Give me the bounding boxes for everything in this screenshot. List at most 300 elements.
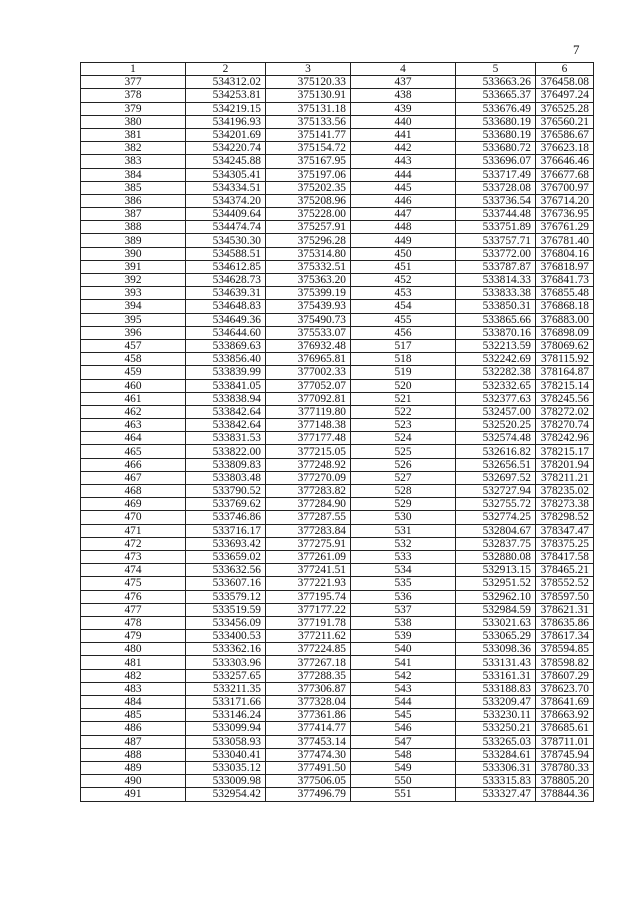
table-row xyxy=(81,234,594,247)
table-row xyxy=(81,511,594,524)
point-number-cell: 519 xyxy=(351,366,456,379)
coordinate-cell: 533188.83 xyxy=(456,682,536,695)
coordinate-cell: 534628.73 xyxy=(186,274,266,287)
coordinate-cell: 532457.00 xyxy=(456,405,536,418)
point-number-cell: 451 xyxy=(351,260,456,273)
point-number-cell: 540 xyxy=(351,643,456,656)
coordinate-cell: 378711.01 xyxy=(536,735,594,748)
coordinate-cell: 533856.40 xyxy=(186,353,266,366)
point-number-cell: 520 xyxy=(351,379,456,392)
table-row xyxy=(81,656,594,669)
coordinate-cell: 375399.19 xyxy=(266,287,351,300)
point-number-cell: 483 xyxy=(81,682,186,695)
table-row xyxy=(81,142,594,155)
table-row xyxy=(81,788,594,801)
point-number-cell: 481 xyxy=(81,656,186,669)
coordinate-cell: 376714.20 xyxy=(536,194,594,207)
coordinate-cell: 533663.26 xyxy=(456,76,536,89)
point-number-cell: 547 xyxy=(351,735,456,748)
point-number-cell: 529 xyxy=(351,498,456,511)
table-row xyxy=(81,287,594,300)
coordinate-cell: 533833.38 xyxy=(456,287,536,300)
point-number-cell: 487 xyxy=(81,735,186,748)
coordinate-cell: 533839.99 xyxy=(186,366,266,379)
table-row xyxy=(81,102,594,115)
point-number-cell: 474 xyxy=(81,564,186,577)
coordinate-cell: 375363.20 xyxy=(266,274,351,287)
coordinate-cell: 533717.49 xyxy=(456,168,536,181)
table-row xyxy=(81,590,594,603)
coordinate-cell: 533009.98 xyxy=(186,775,266,788)
coordinate-cell: 533842.64 xyxy=(186,405,266,418)
point-number-cell: 521 xyxy=(351,392,456,405)
coordinate-cell: 377224.85 xyxy=(266,643,351,656)
coordinates-table xyxy=(80,62,594,802)
coordinate-cell: 533736.54 xyxy=(456,194,536,207)
table-row xyxy=(81,128,594,141)
coordinate-cell: 532697.52 xyxy=(456,471,536,484)
table-row xyxy=(81,168,594,181)
table-row xyxy=(81,181,594,194)
point-number-cell: 381 xyxy=(81,128,186,141)
coordinate-cell: 532755.72 xyxy=(456,498,536,511)
table-row xyxy=(81,300,594,313)
coordinate-cell: 533822.00 xyxy=(186,445,266,458)
table-row xyxy=(81,696,594,709)
coordinate-cell: 533209.47 xyxy=(456,696,536,709)
coordinate-cell: 375533.07 xyxy=(266,326,351,339)
point-number-cell: 385 xyxy=(81,181,186,194)
coordinate-cell: 377002.33 xyxy=(266,366,351,379)
table-row xyxy=(81,353,594,366)
coordinate-cell: 375167.95 xyxy=(266,155,351,168)
coordinate-cell: 376736.95 xyxy=(536,208,594,221)
coordinate-cell: 378201.94 xyxy=(536,458,594,471)
point-number-cell: 541 xyxy=(351,656,456,669)
point-number-cell: 531 xyxy=(351,524,456,537)
coordinate-cell: 377414.77 xyxy=(266,722,351,735)
coordinate-cell: 375314.80 xyxy=(266,247,351,260)
point-number-cell: 524 xyxy=(351,432,456,445)
point-number-cell: 463 xyxy=(81,419,186,432)
point-number-cell: 526 xyxy=(351,458,456,471)
coordinate-cell: 534639.31 xyxy=(186,287,266,300)
coordinate-cell: 377052.07 xyxy=(266,379,351,392)
coordinate-cell: 533250.21 xyxy=(456,722,536,735)
coordinate-cell: 378623.70 xyxy=(536,682,594,695)
table-row xyxy=(81,682,594,695)
coordinate-cell: 377306.87 xyxy=(266,682,351,695)
point-number-cell: 439 xyxy=(351,102,456,115)
point-number-cell: 454 xyxy=(351,300,456,313)
coordinate-cell: 532951.52 xyxy=(456,577,536,590)
coordinate-cell: 378417.58 xyxy=(536,550,594,563)
point-number-cell: 485 xyxy=(81,709,186,722)
coordinate-cell: 375257.91 xyxy=(266,221,351,234)
coordinate-cell: 378270.74 xyxy=(536,419,594,432)
table-row xyxy=(81,722,594,735)
point-number-cell: 392 xyxy=(81,274,186,287)
column-header: 4 xyxy=(351,63,456,76)
coordinate-cell: 532332.65 xyxy=(456,379,536,392)
coordinate-cell: 378641.69 xyxy=(536,696,594,709)
coordinate-cell: 377248.92 xyxy=(266,458,351,471)
coordinate-cell: 534220.74 xyxy=(186,142,266,155)
coordinate-cell: 378215.14 xyxy=(536,379,594,392)
coordinate-cell: 533787.87 xyxy=(456,260,536,273)
point-number-cell: 471 xyxy=(81,524,186,537)
point-number-cell: 447 xyxy=(351,208,456,221)
point-number-cell: 480 xyxy=(81,643,186,656)
coordinate-cell: 377191.78 xyxy=(266,616,351,629)
coordinate-cell: 375130.91 xyxy=(266,89,351,102)
coordinate-cell: 533306.31 xyxy=(456,761,536,774)
coordinate-cell: 376898.09 xyxy=(536,326,594,339)
coordinate-cell: 534253.81 xyxy=(186,89,266,102)
coordinate-cell: 532774.25 xyxy=(456,511,536,524)
coordinate-cell: 375197.06 xyxy=(266,168,351,181)
table-row xyxy=(81,115,594,128)
coordinate-cell: 377148.38 xyxy=(266,419,351,432)
point-number-cell: 387 xyxy=(81,208,186,221)
coordinate-cell: 378069.62 xyxy=(536,339,594,352)
point-number-cell: 475 xyxy=(81,577,186,590)
coordinate-cell: 377195.74 xyxy=(266,590,351,603)
table-row xyxy=(81,630,594,643)
page-number: 7 xyxy=(573,42,580,57)
coordinate-cell: 532377.63 xyxy=(456,392,536,405)
coordinate-cell: 533693.42 xyxy=(186,537,266,550)
table-row xyxy=(81,76,594,89)
point-number-cell: 396 xyxy=(81,326,186,339)
table-row xyxy=(81,221,594,234)
point-number-cell: 476 xyxy=(81,590,186,603)
coordinate-cell: 376804.16 xyxy=(536,247,594,260)
coordinate-cell: 376646.46 xyxy=(536,155,594,168)
point-number-cell: 522 xyxy=(351,405,456,418)
point-number-cell: 441 xyxy=(351,128,456,141)
point-number-cell: 477 xyxy=(81,603,186,616)
coordinate-cell: 533838.94 xyxy=(186,392,266,405)
coordinate-cell: 533284.61 xyxy=(456,748,536,761)
coordinate-cell: 533146.24 xyxy=(186,709,266,722)
coordinate-cell: 376677.68 xyxy=(536,168,594,181)
point-number-cell: 442 xyxy=(351,142,456,155)
point-number-cell: 452 xyxy=(351,274,456,287)
table-row xyxy=(81,419,594,432)
point-number-cell: 535 xyxy=(351,577,456,590)
coordinate-cell: 533303.96 xyxy=(186,656,266,669)
coordinate-cell: 378115.92 xyxy=(536,353,594,366)
point-number-cell: 537 xyxy=(351,603,456,616)
table-row xyxy=(81,379,594,392)
coordinate-cell: 375296.28 xyxy=(266,234,351,247)
coordinate-cell: 378607.29 xyxy=(536,669,594,682)
coordinate-cell: 378598.82 xyxy=(536,656,594,669)
coordinate-cell: 533870.16 xyxy=(456,326,536,339)
coordinate-cell: 533850.31 xyxy=(456,300,536,313)
point-number-cell: 453 xyxy=(351,287,456,300)
coordinate-cell: 377328.04 xyxy=(266,696,351,709)
coordinate-cell: 377506.05 xyxy=(266,775,351,788)
coordinate-cell: 378465.21 xyxy=(536,564,594,577)
coordinate-cell: 533769.62 xyxy=(186,498,266,511)
point-number-cell: 530 xyxy=(351,511,456,524)
coordinate-cell: 378594.85 xyxy=(536,643,594,656)
point-number-cell: 379 xyxy=(81,102,186,115)
table-row xyxy=(81,208,594,221)
coordinate-cell: 378211.21 xyxy=(536,471,594,484)
coordinate-cell: 534312.02 xyxy=(186,76,266,89)
coordinate-cell: 375490.73 xyxy=(266,313,351,326)
coordinate-cell: 377275.91 xyxy=(266,537,351,550)
coordinate-cell: 533035.12 xyxy=(186,761,266,774)
coordinate-cell: 377270.09 xyxy=(266,471,351,484)
point-number-cell: 467 xyxy=(81,471,186,484)
coordinate-cell: 533790.52 xyxy=(186,485,266,498)
table-row xyxy=(81,326,594,339)
coordinate-cell: 533842.64 xyxy=(186,419,266,432)
point-number-cell: 544 xyxy=(351,696,456,709)
coordinate-cell: 377211.62 xyxy=(266,630,351,643)
coordinate-cell: 533696.07 xyxy=(456,155,536,168)
coordinate-cell: 532962.10 xyxy=(456,590,536,603)
coordinate-cell: 378635.86 xyxy=(536,616,594,629)
coordinate-cell: 377267.18 xyxy=(266,656,351,669)
coordinate-cell: 534201.69 xyxy=(186,128,266,141)
point-number-cell: 533 xyxy=(351,550,456,563)
point-number-cell: 491 xyxy=(81,788,186,801)
coordinate-cell: 532574.48 xyxy=(456,432,536,445)
point-number-cell: 391 xyxy=(81,260,186,273)
coordinate-cell: 376761.29 xyxy=(536,221,594,234)
point-number-cell: 466 xyxy=(81,458,186,471)
coordinate-cell: 533716.17 xyxy=(186,524,266,537)
coordinate-cell: 533400.53 xyxy=(186,630,266,643)
coordinate-cell: 377283.84 xyxy=(266,524,351,537)
coordinate-cell: 378805.20 xyxy=(536,775,594,788)
table-row xyxy=(81,524,594,537)
coordinate-cell: 375202.35 xyxy=(266,181,351,194)
coordinate-cell: 375154.72 xyxy=(266,142,351,155)
coordinate-cell: 534409.64 xyxy=(186,208,266,221)
point-number-cell: 470 xyxy=(81,511,186,524)
point-number-cell: 518 xyxy=(351,353,456,366)
coordinate-cell: 378597.50 xyxy=(536,590,594,603)
point-number-cell: 460 xyxy=(81,379,186,392)
coordinate-cell: 533131.43 xyxy=(456,656,536,669)
coordinate-cell: 375120.33 xyxy=(266,76,351,89)
coordinate-cell: 534334.51 xyxy=(186,181,266,194)
coordinate-cell: 378242.96 xyxy=(536,432,594,445)
coordinate-cell: 533098.36 xyxy=(456,643,536,656)
coordinate-cell: 532616.82 xyxy=(456,445,536,458)
coordinate-cell: 376497.24 xyxy=(536,89,594,102)
coordinate-cell: 533230.11 xyxy=(456,709,536,722)
coordinate-cell: 534530.30 xyxy=(186,234,266,247)
point-number-cell: 468 xyxy=(81,485,186,498)
point-number-cell: 438 xyxy=(351,89,456,102)
table-row xyxy=(81,392,594,405)
table-row xyxy=(81,643,594,656)
point-number-cell: 444 xyxy=(351,168,456,181)
coordinate-cell: 378617.34 xyxy=(536,630,594,643)
coordinate-cell: 533746.86 xyxy=(186,511,266,524)
coordinate-cell: 533841.05 xyxy=(186,379,266,392)
coordinate-cell: 533831.53 xyxy=(186,432,266,445)
point-number-cell: 532 xyxy=(351,537,456,550)
coordinate-cell: 534649.36 xyxy=(186,313,266,326)
coordinate-cell: 378273.38 xyxy=(536,498,594,511)
point-number-cell: 456 xyxy=(351,326,456,339)
table-row xyxy=(81,89,594,102)
coordinate-cell: 377496.79 xyxy=(266,788,351,801)
coordinate-cell: 377221.93 xyxy=(266,577,351,590)
point-number-cell: 462 xyxy=(81,405,186,418)
coordinate-cell: 377241.51 xyxy=(266,564,351,577)
table-row xyxy=(81,274,594,287)
table-header-row xyxy=(81,63,594,76)
table-row xyxy=(81,735,594,748)
table-row xyxy=(81,366,594,379)
point-number-cell: 449 xyxy=(351,234,456,247)
point-number-cell: 482 xyxy=(81,669,186,682)
coordinate-cell: 533519.59 xyxy=(186,603,266,616)
coordinate-cell: 533211.35 xyxy=(186,682,266,695)
coordinate-cell: 375133.56 xyxy=(266,115,351,128)
coordinate-cell: 377092.81 xyxy=(266,392,351,405)
coordinate-cell: 532880.08 xyxy=(456,550,536,563)
coordinate-cell: 375439.93 xyxy=(266,300,351,313)
coordinate-cell: 533665.37 xyxy=(456,89,536,102)
point-number-cell: 525 xyxy=(351,445,456,458)
coordinate-cell: 377361.86 xyxy=(266,709,351,722)
point-number-cell: 528 xyxy=(351,485,456,498)
coordinate-cell: 534196.93 xyxy=(186,115,266,128)
coordinate-cell: 377453.14 xyxy=(266,735,351,748)
table-row xyxy=(81,498,594,511)
point-number-cell: 393 xyxy=(81,287,186,300)
coordinate-cell: 532282.38 xyxy=(456,366,536,379)
coordinate-cell: 377177.48 xyxy=(266,432,351,445)
coordinate-cell: 378164.87 xyxy=(536,366,594,379)
point-number-cell: 384 xyxy=(81,168,186,181)
coordinate-cell: 377287.55 xyxy=(266,511,351,524)
point-number-cell: 437 xyxy=(351,76,456,89)
coordinate-cell: 377283.82 xyxy=(266,485,351,498)
coordinate-cell: 533040.41 xyxy=(186,748,266,761)
point-number-cell: 464 xyxy=(81,432,186,445)
point-number-cell: 539 xyxy=(351,630,456,643)
coordinate-cell: 533772.00 xyxy=(456,247,536,260)
table-row xyxy=(81,432,594,445)
point-number-cell: 382 xyxy=(81,142,186,155)
point-number-cell: 465 xyxy=(81,445,186,458)
table-row xyxy=(81,761,594,774)
coordinate-cell: 376586.67 xyxy=(536,128,594,141)
coordinate-cell: 376932.48 xyxy=(266,339,351,352)
coordinate-cell: 532213.59 xyxy=(456,339,536,352)
table-row xyxy=(81,260,594,273)
table-row xyxy=(81,485,594,498)
point-number-cell: 488 xyxy=(81,748,186,761)
point-number-cell: 450 xyxy=(351,247,456,260)
table-row xyxy=(81,339,594,352)
coordinate-cell: 376883.00 xyxy=(536,313,594,326)
coordinate-cell: 378621.31 xyxy=(536,603,594,616)
coordinate-cell: 533171.66 xyxy=(186,696,266,709)
coordinate-cell: 377491.50 xyxy=(266,761,351,774)
point-number-cell: 486 xyxy=(81,722,186,735)
coordinate-cell: 378844.36 xyxy=(536,788,594,801)
point-number-cell: 455 xyxy=(351,313,456,326)
coordinate-cell: 533607.16 xyxy=(186,577,266,590)
table-row xyxy=(81,775,594,788)
table-row xyxy=(81,155,594,168)
coordinate-cell: 378780.33 xyxy=(536,761,594,774)
coordinate-cell: 533757.71 xyxy=(456,234,536,247)
coordinate-cell: 533751.89 xyxy=(456,221,536,234)
table-row xyxy=(81,709,594,722)
coordinate-cell: 533680.19 xyxy=(456,128,536,141)
table-row xyxy=(81,405,594,418)
coordinate-cell: 533869.63 xyxy=(186,339,266,352)
coordinate-cell: 533456.09 xyxy=(186,616,266,629)
coordinate-cell: 533265.03 xyxy=(456,735,536,748)
table-row xyxy=(81,669,594,682)
coordinate-cell: 533814.33 xyxy=(456,274,536,287)
coordinate-cell: 533362.16 xyxy=(186,643,266,656)
table-row xyxy=(81,616,594,629)
point-number-cell: 443 xyxy=(351,155,456,168)
coordinate-cell: 534474.74 xyxy=(186,221,266,234)
point-number-cell: 534 xyxy=(351,564,456,577)
table-row xyxy=(81,471,594,484)
point-number-cell: 473 xyxy=(81,550,186,563)
coordinate-cell: 533065.29 xyxy=(456,630,536,643)
coordinate-cell: 375228.00 xyxy=(266,208,351,221)
coordinate-cell: 533099.94 xyxy=(186,722,266,735)
coordinate-cell: 532242.69 xyxy=(456,353,536,366)
point-number-cell: 489 xyxy=(81,761,186,774)
point-number-cell: 538 xyxy=(351,616,456,629)
coordinate-cell: 378347.47 xyxy=(536,524,594,537)
point-number-cell: 380 xyxy=(81,115,186,128)
point-number-cell: 459 xyxy=(81,366,186,379)
coordinate-cell: 378298.52 xyxy=(536,511,594,524)
column-header: 6 xyxy=(536,63,594,76)
coordinate-cell: 378235.02 xyxy=(536,485,594,498)
point-number-cell: 551 xyxy=(351,788,456,801)
table-row xyxy=(81,247,594,260)
coordinate-cell: 533579.12 xyxy=(186,590,266,603)
coordinate-cell: 534588.51 xyxy=(186,247,266,260)
point-number-cell: 479 xyxy=(81,630,186,643)
coordinate-cell: 375141.77 xyxy=(266,128,351,141)
column-header: 5 xyxy=(456,63,536,76)
coordinate-cell: 375131.18 xyxy=(266,102,351,115)
point-number-cell: 389 xyxy=(81,234,186,247)
coordinate-cell: 375332.51 xyxy=(266,260,351,273)
coordinate-cell: 377215.05 xyxy=(266,445,351,458)
point-number-cell: 490 xyxy=(81,775,186,788)
point-number-cell: 378 xyxy=(81,89,186,102)
coordinate-cell: 533803.48 xyxy=(186,471,266,484)
table-row xyxy=(81,313,594,326)
table-row xyxy=(81,564,594,577)
point-number-cell: 457 xyxy=(81,339,186,352)
table-row xyxy=(81,748,594,761)
